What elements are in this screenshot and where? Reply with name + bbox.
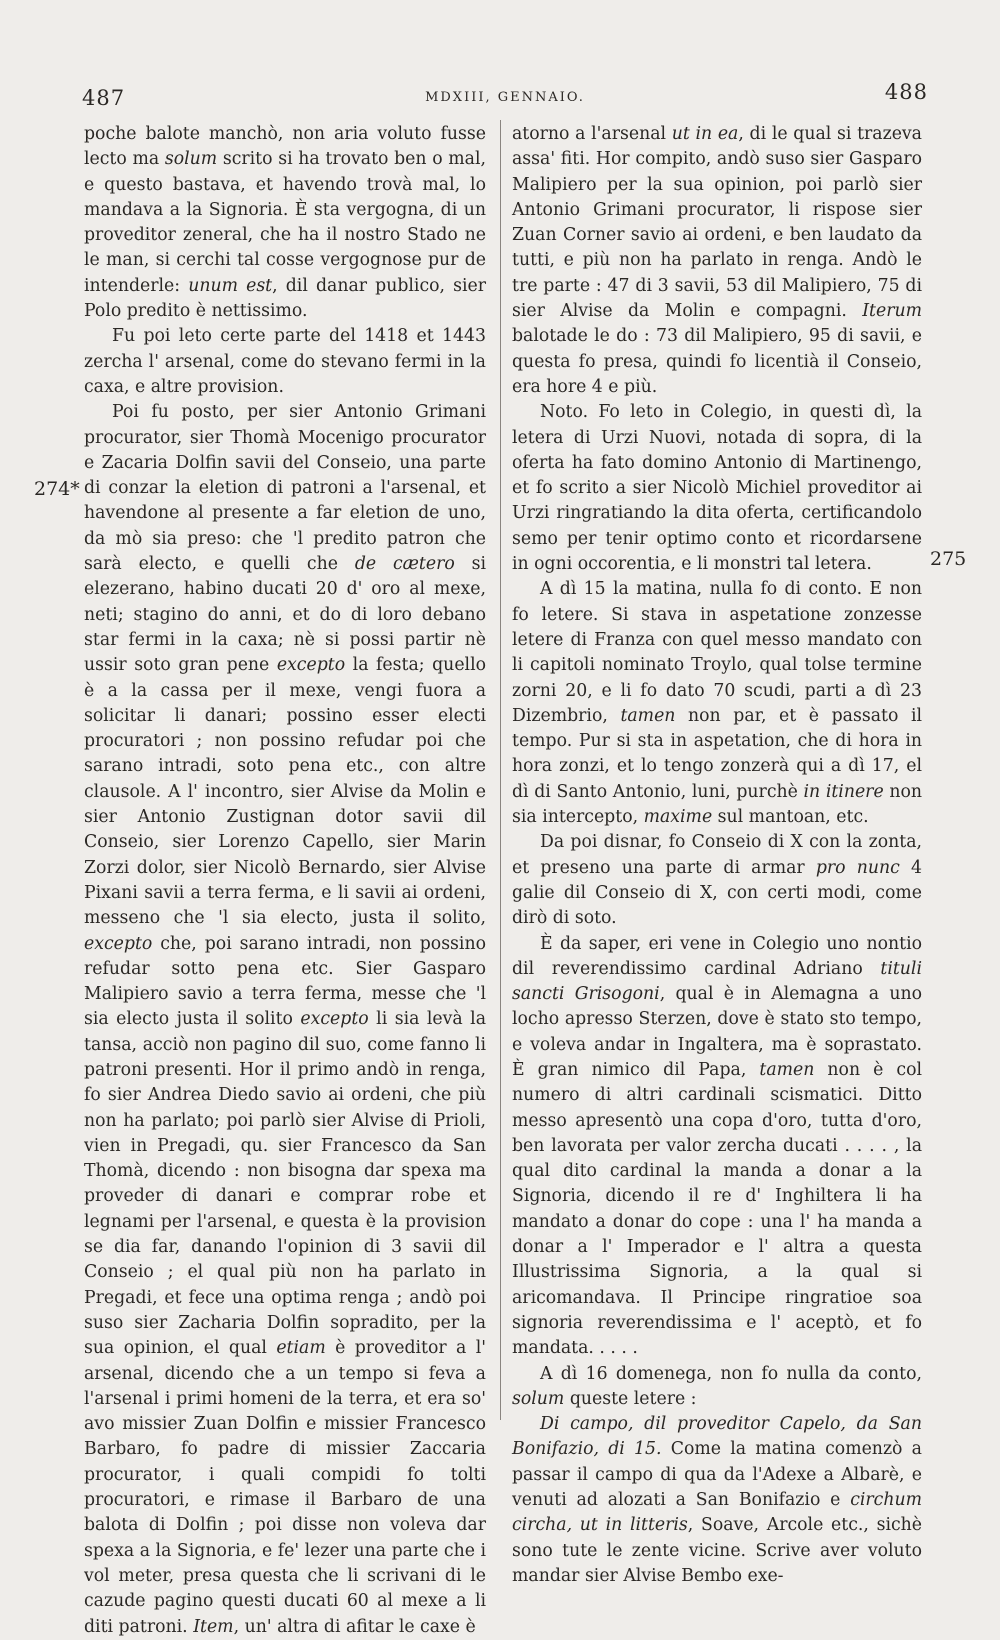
text-run: che, poi sarano intradi, non possino refudar sotto pena etc. Sier Gasparo Malipiero savio a terra ferma, messe che 'l sia electo justa il solito xyxy=(84,933,486,1030)
italic-text: unum est xyxy=(188,275,273,296)
paragraph xyxy=(84,324,486,400)
text-run: Poi fu posto, per sier Antonio Grimani procurator, sier Thomà Mocenigo procurator e Zacaria Dolfin savii del Conseio, una parte di conzar la eletion di patroni a l'arsenal, et havendone al presente a far eletion de uno, da mò sia preso: che 'l predito patron che sarà electo, e quelli che xyxy=(84,402,486,575)
text-run: Come la matina comenzò a passar il campo di qua da l'Adexe a Albarè, e venuti ad alozati a San Bonifazio e xyxy=(512,1439,922,1511)
text-run: , Soave, Arcole etc., sichè sono tute le zente vicine. Scrive aver voluto mandar sier Alvise Bembo exe- xyxy=(512,1515,923,1586)
italic-text: excepto xyxy=(300,1009,369,1030)
margin-note-right: 275 xyxy=(930,548,967,570)
italic-text: in itinere xyxy=(803,781,884,802)
text-run: , di le qual si trazeva assa' fiti. Hor compito, andò suso sier Gasparo Malipiero per la sua opinion, poi parlò sier Antonio Grimani procurator, li rispose sier Zuan Corner savio ai ordeni, e ben laudato da tutti, e più non ha parlato in renga. Andò le tre parte : 47 di 3 savii, 53 dil Malipiero, 75 di sier Alvise da Molin e compagni. xyxy=(512,124,922,322)
margin-note-left: 274* xyxy=(34,478,80,500)
page-header xyxy=(82,80,928,120)
italic-text: Di campo, dil proveditor Capelo, da San Bonifazio, di 15. xyxy=(512,1414,922,1460)
text-run: , un' altra di afitar le caxe è xyxy=(233,1616,476,1637)
italic-text: ut in ea xyxy=(671,124,739,144)
italic-text: de cætero xyxy=(354,554,455,575)
italic-text: circhum circha, ut in litteris xyxy=(512,1490,922,1536)
text-run: non è col numero di altri cardinali scismatici. Ditto messo apresentò una copa d'oro, tutta d'oro, ben lavorata per valor zercha ducati . . . . , la qual dito cardinal la manda a donar a la Signoria, dicendo il re d' Inghiltera li ha mandato a donar do cope : una l' ha manda a donar a l' Imperador e l' altra a questa Illustrissima Signoria, a la qual si aricomandava. Il Principe ringratioe soa signoria reverendissima e l' aceptò, et fo mandata. . . . . xyxy=(512,1059,923,1359)
paragraph xyxy=(512,400,922,577)
italic-text: tamen xyxy=(620,705,676,726)
text-run: È da saper, eri vene in Colegio uno nontio dil reverendissimo cardinal Adriano xyxy=(512,933,922,979)
text-run: la festa; quello è a la cassa per il mexe, vengi fuora a solicitar li danari; possino esser electi procuratori ; non possino refudar poi che sarano intradi, soto pena etc., con altre clausole. A l' incontro, sier Alvise da Molin e sier Antonio Zustignan dotor savii dil Conseio, sier Lorenzo Capello, sier Marin Zorzi dolor, sier Nicolò Bernardo, sier Alvise Pixani savii a terra ferma, e li savii ai ordeni, messeno che 'l sia electo, justa il solito, xyxy=(84,655,487,929)
text-run: Fu poi leto certe parte del 1418 et 1443 zercha l' arsenal, come do stevano fermi in la caxa, e altre provision. xyxy=(84,326,486,397)
page-number-right: 488 xyxy=(884,80,928,104)
text-run: , qual è in Alemagna a uno locho apresso Sterzen, dove è stato sto tempo, e voleva andar in Ingaltera, ma è soprastato. È gran nimico dil Papa, xyxy=(512,984,923,1080)
text-run: è proveditor a l' arsenal, dicendo che a un tempo si feva a l'arsenal i primi homeni de la terra, et era so' avo missier Zuan Dolfin e missier Francesco Barbaro, fo padre di missier Zaccaria procurator, i quali compidi fo tolti procuratori, e rimase il Barbaro de una balota di Dolfin ; poi disse non voleva dar spexa a la Signoria, e fe' lezer una parte che i vol meter, presa questa che li scrivani di le cazude pagino questi ducati 60 al mexe a li diti patroni. xyxy=(84,1338,487,1637)
page-number-left: 487 xyxy=(82,86,126,110)
text-column-left xyxy=(84,122,486,1640)
text-run: A dì 16 domenega, non fo nulla da conto, xyxy=(540,1363,922,1384)
italic-text: Item xyxy=(193,1616,234,1637)
text-run: A dì 15 la matina, nulla fo di conto. E non fo letere. Si stava in aspetatione zonzesse letere di Franza con quel messo mandato con li capitoli nominato Troylo, qual tolse termine zorni 20, e li fo dato 70 scudi, parti a dì 23 Dizembrio, xyxy=(512,579,922,726)
paragraph xyxy=(512,122,922,400)
paragraph xyxy=(512,1412,922,1589)
text-run: scrito si ha trovato ben o mal, e questo bastava, et havendo trovà mal, lo mandava a la Signoria. È sta vergogna, di un proveditor zeneral, che ha il nostro Stado ne le man, si cerchi tal cosse vergognose pur de intenderle: xyxy=(84,149,486,296)
text-run: queste letere : xyxy=(564,1388,697,1409)
running-title: MDXIII, GENNAIO. xyxy=(425,90,585,105)
text-run: poche balote manchò, non aria voluto fusse lecto ma xyxy=(84,124,486,170)
paragraph xyxy=(512,577,922,830)
paragraph xyxy=(512,830,922,931)
paragraph xyxy=(512,932,922,1362)
italic-text: excepto xyxy=(276,655,346,676)
text-run: si elezerano, habino ducati 20 d' oro al mexe, neti; stagino do anni, et do di loro debano star fermi in la caxa; nè si possi partir nè ussir soto gran pene xyxy=(84,554,487,676)
italic-text: tituli sancti Grisogoni xyxy=(512,958,922,1005)
text-run: , dil danar publico, sier Polo predito è nettissimo. xyxy=(84,275,487,322)
text-run: non sia intercepto, xyxy=(512,781,922,828)
italic-text: maxime xyxy=(643,807,713,828)
text-column-right xyxy=(512,122,922,1589)
italic-text: Iterum xyxy=(862,301,922,322)
italic-text: excepto xyxy=(84,933,153,954)
text-run: Da poi disnar, fo Conseio di X con la zonta, et preseno una parte di armar xyxy=(512,832,922,878)
italic-text: solum xyxy=(512,1388,565,1409)
paragraph xyxy=(84,400,486,1640)
text-run: 4 galie dil Conseio di X, con certi modi, come dirò di soto. xyxy=(512,857,922,929)
paragraph xyxy=(84,122,486,324)
italic-text: etiam xyxy=(276,1338,326,1359)
paragraph xyxy=(512,1362,922,1413)
text-run: non par, et è passato il tempo. Pur si sta in aspetation, che di hora in hora zonzi, et lo tengo zonzerà qui a dì 17, el dì di Santo Antonio, luni, purchè xyxy=(512,705,922,802)
italic-text: solum xyxy=(164,149,218,170)
text-run: Noto. Fo leto in Colegio, in questi dì, la letera di Urzi Nuovi, notada di sopra, di la oferta ha fato domino Antonio di Martinengo, et fo scrito a sier Nicolò Michiel proveditor ai Urzi ringratiando la dita oferta, certificandolo semo per tenir optimo conto et ricordarsene in ogni occorentia, e li monstri tal letera. xyxy=(512,402,922,575)
text-run: balotade le do : 73 dil Malipiero, 95 di savii, e questa fo presa, quindi fo licentià il Conseio, era hore 4 e più. xyxy=(512,326,922,397)
text-run: li sia levà la tansa, acciò non pagino dil suo, come fanno li patroni presenti. Hor il primo andò in renga, fo sier Andrea Diedo savio ai ordeni, che più non ha parlato; poi parlò sier Alvise di Prioli, vien in Pregadi, qu. sier Francesco da San Thomà, dicendo : non bisogna dar spexa ma proveder di danari e comprar robe et legnami per l'arsenal, e questa è la provision se dia far, danando l'opinion di 3 savii dil Conseio ; el qual più non ha parlato in Pregadi, et fece una optima renga ; andò poi suso sier Zacharia Dolfin sopradito, per la sua opinion, el qual xyxy=(84,1009,486,1359)
text-run: atorno a l'arsenal xyxy=(512,124,672,144)
italic-text: pro nunc xyxy=(815,857,900,878)
italic-text: tamen xyxy=(759,1059,815,1080)
column-divider xyxy=(500,120,501,1420)
text-run: sul mantoan, etc. xyxy=(712,807,869,828)
